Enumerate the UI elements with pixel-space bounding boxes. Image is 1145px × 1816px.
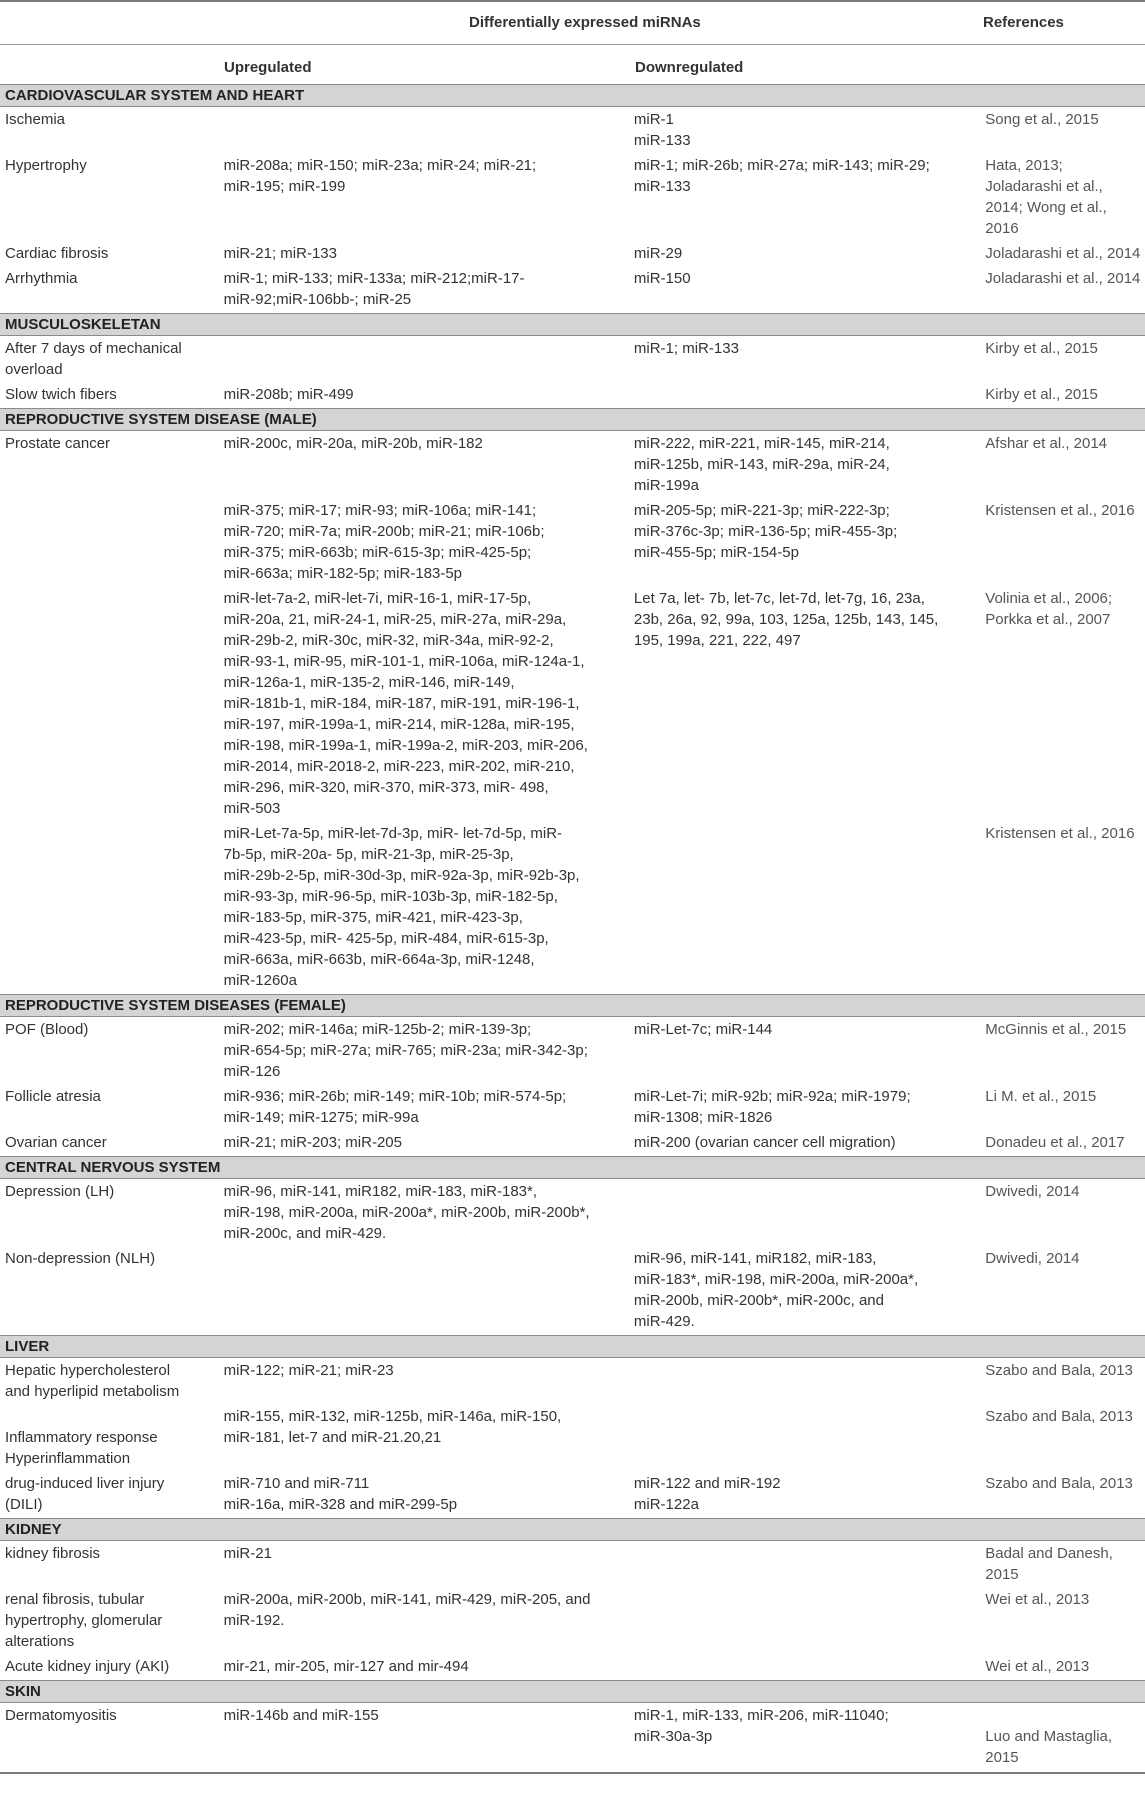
upregulated-cell-line: miR-296, miR-320, miR-370, miR-373, miR- 498, <box>223 779 549 796</box>
reference-cell <box>981 1589 1145 1610</box>
upregulated-cell <box>224 243 634 264</box>
table-row <box>0 821 1145 993</box>
condition-cell-line: Hepatic hypercholesterol <box>5 1362 171 1379</box>
reference-cell <box>981 588 1145 630</box>
reference-cell-line: Afshar et al., 2014 <box>985 435 1108 452</box>
table-row <box>0 1404 1145 1471</box>
table-row <box>0 241 1145 266</box>
section-heading: CENTRAL NERVOUS SYSTEM <box>0 1156 1145 1179</box>
upregulated-cell-line: miR-720; miR-7a; miR-200b; miR-21; miR-106b; <box>223 523 545 540</box>
table-row <box>0 1471 1145 1517</box>
reference-cell <box>981 155 1145 239</box>
downregulated-cell-line: miR-200b, miR-200b*, miR-200c, and <box>633 1292 884 1309</box>
downregulated-cell-line: miR-122 and miR-192 <box>633 1475 781 1492</box>
section-heading: MUSCULOSKELETAN <box>0 313 1145 336</box>
reference-cell-line: Joladarashi et al., 2014 <box>985 245 1141 262</box>
downregulated-cell-line: miR-183*, miR-198, miR-200a, miR-200a*, <box>633 1271 919 1288</box>
condition-cell <box>0 433 224 454</box>
reference-cell-line: 2014; Wong et al., <box>985 199 1107 216</box>
upregulated-cell <box>224 1019 634 1082</box>
reference-cell-line: Szabo and Bala, 2013 <box>985 1362 1133 1379</box>
table-row <box>0 1179 1145 1246</box>
upregulated-cell-line: miR-20a, 21, miR-24-1, miR-25, miR-27a, miR-29a, <box>223 611 567 628</box>
downregulated-cell-line: miR-125b, miR-143, miR-29a, miR-24, <box>633 456 890 473</box>
upregulated-cell <box>224 1656 634 1677</box>
condition-cell-line: Depression (LH) <box>5 1183 115 1200</box>
upregulated-cell-line: miR-146b and miR-155 <box>223 1707 379 1724</box>
downregulated-cell-line: miR-205-5p; miR-221-3p; miR-222-3p; <box>633 502 890 519</box>
condition-cell <box>0 268 224 289</box>
condition-cell-line: Ovarian cancer <box>5 1134 107 1151</box>
reference-cell <box>981 268 1145 289</box>
upregulated-cell <box>224 1473 634 1515</box>
downregulated-cell <box>634 1248 981 1332</box>
upregulated-cell-line: miR-423-5p, miR- 425-5p, miR-484, miR-615-3p, <box>223 930 549 947</box>
section-heading: REPRODUCTIVE SYSTEM DISEASE (MALE) <box>0 408 1145 431</box>
upregulated-cell-line: miR-710 and miR-711 <box>223 1475 370 1492</box>
table-row <box>0 1130 1145 1155</box>
upregulated-cell-line: miR-197, miR-199a-1, miR-214, miR-128a, miR-195, <box>223 716 575 733</box>
condition-cell <box>0 1705 224 1726</box>
upregulated-cell-line: miR-200c, and miR-429. <box>223 1225 387 1242</box>
reference-cell <box>981 1019 1145 1040</box>
upregulated-cell-line: miR-208b; miR-499 <box>223 386 354 403</box>
reference-cell <box>981 1360 1145 1381</box>
table-body <box>0 83 1145 1770</box>
downregulated-cell-line: miR-200 (ovarian cancer cell migration) <box>633 1134 896 1151</box>
downregulated-cell-line: 23b, 26a, 92, 99a, 103, 125a, 125b, 143, 145, <box>633 611 939 628</box>
downregulated-cell-line: Let 7a, let- 7b, let-7c, let-7d, let-7g, 16, 23a, <box>633 590 925 607</box>
reference-cell-line: Hata, 2013; <box>985 157 1063 174</box>
downregulated-cell <box>634 155 981 197</box>
condition-cell-line: Prostate cancer <box>5 435 111 452</box>
upregulated-cell-line: miR-375; miR-17; miR-93; miR-106a; miR-141; <box>223 502 537 519</box>
table-row <box>0 1246 1145 1334</box>
reference-cell <box>981 1656 1145 1677</box>
upregulated-cell-line: miR-1; miR-133; miR-133a; miR-212;miR-17- <box>223 270 525 287</box>
downregulated-cell <box>634 500 981 563</box>
header-subrule <box>0 44 1145 45</box>
condition-cell-line: Arrhythmia <box>5 270 78 287</box>
upregulated-cell-line: miR-200c, miR-20a, miR-20b, miR-182 <box>223 435 483 452</box>
reference-cell-line: Badal and Danesh, <box>985 1545 1113 1562</box>
reference-cell-line: Wei et al., 2013 <box>985 1658 1090 1675</box>
downregulated-cell <box>634 1019 981 1040</box>
condition-cell-line: hypertrophy, glomerular <box>5 1612 163 1629</box>
header-references: References <box>983 14 1064 31</box>
reference-cell-line: Dwivedi, 2014 <box>985 1183 1080 1200</box>
reference-cell <box>981 1543 1145 1585</box>
table-row <box>0 382 1145 407</box>
downregulated-cell-line: miR-1; miR-26b; miR-27a; miR-143; miR-29; <box>633 157 930 174</box>
reference-cell-line: Szabo and Bala, 2013 <box>985 1408 1133 1425</box>
downregulated-cell <box>634 1132 981 1153</box>
condition-cell-line: Follicle atresia <box>5 1088 101 1105</box>
condition-cell-line: alterations <box>5 1633 75 1650</box>
upregulated-cell-line: miR-208a; miR-150; miR-23a; miR-24; miR-21; <box>223 157 537 174</box>
reference-cell-line: Szabo and Bala, 2013 <box>985 1475 1133 1492</box>
upregulated-cell-line: miR-181b-1, miR-184, miR-187, miR-191, miR-196-1, <box>223 695 580 712</box>
downregulated-cell-line: miR-376c-3p; miR-136-5p; miR-455-3p; <box>633 523 898 540</box>
upregulated-cell-line: miR-93-3p, miR-96-5p, miR-103b-3p, miR-182-5p, <box>223 888 558 905</box>
upregulated-cell-line: miR-126 <box>223 1063 281 1080</box>
upregulated-cell-line: miR-198, miR-200a, miR-200a*, miR-200b, miR-200b*, <box>223 1204 590 1221</box>
table-row <box>0 1017 1145 1084</box>
table-row <box>0 1541 1145 1587</box>
header-differential: Differentially expressed miRNAs <box>469 14 701 31</box>
condition-cell <box>0 1086 224 1107</box>
upregulated-cell-line: miR-122; miR-21; miR-23 <box>223 1362 394 1379</box>
downregulated-cell-line: miR-29 <box>633 245 683 262</box>
table-row <box>0 153 1145 241</box>
reference-cell-line: Wei et al., 2013 <box>985 1591 1090 1608</box>
upregulated-cell <box>224 433 634 454</box>
upregulated-cell-line: miR-92;miR-106bb-; miR-25 <box>223 291 412 308</box>
condition-cell <box>0 1656 224 1677</box>
reference-cell <box>981 1406 1145 1427</box>
downregulated-cell <box>634 243 981 264</box>
table-row <box>0 266 1145 312</box>
condition-cell-line: Hypertrophy <box>5 157 87 174</box>
downregulated-cell-line: miR-Let-7c; miR-144 <box>633 1021 773 1038</box>
table-row <box>0 586 1145 821</box>
upregulated-cell-line: miR-21 <box>223 1545 272 1562</box>
upregulated-cell-line: miR-16a, miR-328 and miR-299-5p <box>223 1496 458 1513</box>
reference-cell-line: Donadeu et al., 2017 <box>985 1134 1125 1151</box>
upregulated-cell <box>224 1543 634 1564</box>
condition-cell-line <box>5 1406 224 1427</box>
upregulated-cell <box>224 1406 634 1448</box>
reference-cell-line: Volinia et al., 2006; <box>985 590 1113 607</box>
reference-cell <box>981 500 1145 521</box>
condition-cell-line: After 7 days of mechanical <box>5 340 182 357</box>
condition-cell-line: Non-depression (NLH) <box>5 1250 156 1267</box>
upregulated-cell-line: miR-126a-1, miR-135-2, miR-146, miR-149, <box>223 674 515 691</box>
reference-cell <box>981 109 1145 130</box>
reference-cell <box>981 243 1145 264</box>
upregulated-cell-line: miR-29b-2-5p, miR-30d-3p, miR-92a-3p, miR-92b-3p, <box>223 867 580 884</box>
condition-cell <box>0 1543 224 1564</box>
upregulated-cell-line: miR-let-7a-2, miR-let-7i, miR-16-1, miR-17-5p, <box>223 590 532 607</box>
upregulated-cell <box>224 1589 634 1631</box>
condition-cell-line: drug-induced liver injury <box>5 1475 165 1492</box>
reference-cell-line: Joladarashi et al., 2014 <box>985 270 1141 287</box>
upregulated-cell-line: miR-21; miR-133 <box>223 245 337 262</box>
upregulated-cell <box>224 1086 634 1128</box>
downregulated-cell-line: miR-133 <box>633 132 691 149</box>
condition-cell-line: overload <box>5 361 63 378</box>
upregulated-cell-line: miR-663a, miR-663b, miR-664a-3p, miR-1248, <box>223 951 535 968</box>
reference-cell-line: Song et al., 2015 <box>985 111 1099 128</box>
reference-cell <box>981 338 1145 359</box>
upregulated-cell-line: miR-195; miR-199 <box>223 178 346 195</box>
reference-cell-line: Li M. et al., 2015 <box>985 1088 1097 1105</box>
reference-cell-line <box>985 1705 1145 1726</box>
header-upregulated: Upregulated <box>224 59 312 76</box>
table-row <box>0 107 1145 153</box>
table-row <box>0 336 1145 382</box>
table-row <box>0 1358 1145 1404</box>
reference-cell-line: Luo and Mastaglia, <box>985 1728 1113 1745</box>
upregulated-cell-line: miR-Let-7a-5p, miR-let-7d-3p, miR- let-7d-5p, miR- <box>223 825 563 842</box>
table-row <box>0 1654 1145 1679</box>
condition-cell-line: Acute kidney injury (AKI) <box>5 1658 170 1675</box>
upregulated-cell <box>224 1705 634 1726</box>
section-heading: SKIN <box>0 1680 1145 1703</box>
condition-cell-line: Slow twich fibers <box>5 386 117 403</box>
reference-cell-line: Kirby et al., 2015 <box>985 340 1098 357</box>
condition-cell-line: Inflammatory response <box>5 1429 158 1446</box>
reference-cell-line: 2015 <box>985 1566 1019 1583</box>
upregulated-cell <box>224 1132 634 1153</box>
upregulated-cell <box>224 823 634 991</box>
table-row <box>0 1587 1145 1654</box>
reference-cell-line: Dwivedi, 2014 <box>985 1250 1080 1267</box>
condition-cell-line: and hyperlipid metabolism <box>5 1383 180 1400</box>
upregulated-cell-line: miR-181, let-7 and miR-21.20,21 <box>223 1429 442 1446</box>
reference-cell-line: McGinnis et al., 2015 <box>985 1021 1127 1038</box>
upregulated-cell <box>224 1360 634 1381</box>
reference-cell <box>981 1705 1145 1768</box>
condition-cell <box>0 1589 224 1652</box>
reference-cell <box>981 384 1145 405</box>
downregulated-cell-line: miR-30a-3p <box>633 1728 713 1745</box>
upregulated-cell-line: miR-183-5p, miR-375, miR-421, miR-423-3p, <box>223 909 523 926</box>
downregulated-cell-line: 195, 199a, 221, 222, 497 <box>633 632 801 649</box>
reference-cell-line: Kirby et al., 2015 <box>985 386 1098 403</box>
downregulated-cell <box>634 1473 981 1515</box>
reference-cell-line: Joladarashi et al., <box>985 178 1103 195</box>
upregulated-cell <box>224 500 634 584</box>
condition-cell-line: kidney fibrosis <box>5 1545 101 1562</box>
downregulated-cell <box>634 1086 981 1128</box>
table-row <box>0 1084 1145 1130</box>
upregulated-cell-line: 7b-5p, miR-20a- 5p, miR-21-3p, miR-25-3p, <box>223 846 514 863</box>
upregulated-cell-line: miR-29b-2, miR-30c, miR-32, miR-34a, miR-92-2, <box>223 632 554 649</box>
condition-cell <box>0 1019 224 1040</box>
downregulated-cell-line: miR-222, miR-221, miR-145, miR-214, <box>633 435 890 452</box>
condition-cell-line: Cardiac fibrosis <box>5 245 109 262</box>
downregulated-cell-line: miR-1; miR-133 <box>633 340 739 357</box>
condition-cell <box>0 109 224 130</box>
condition-cell-line: Dermatomyositis <box>5 1707 117 1724</box>
reference-cell-line: Porkka et al., 2007 <box>985 611 1111 628</box>
condition-cell <box>0 243 224 264</box>
reference-cell <box>981 1132 1145 1153</box>
condition-cell <box>0 1360 224 1402</box>
reference-cell <box>981 823 1145 844</box>
reference-cell <box>981 1181 1145 1202</box>
downregulated-cell-line: miR-429. <box>633 1313 695 1330</box>
downregulated-cell-line: miR-1, miR-133, miR-206, miR-11040; <box>633 1707 889 1724</box>
condition-cell-line: renal fibrosis, tubular <box>5 1591 145 1608</box>
condition-cell <box>0 1132 224 1153</box>
condition-cell-line: Hyperinflammation <box>5 1450 131 1467</box>
reference-cell <box>981 433 1145 454</box>
condition-cell-line: POF (Blood) <box>5 1021 89 1038</box>
downregulated-cell-line: miR-150 <box>633 270 691 287</box>
upregulated-cell <box>224 588 634 819</box>
upregulated-cell-line: miR-192. <box>223 1612 285 1629</box>
upregulated-cell-line: miR-654-5p; miR-27a; miR-765; miR-23a; miR-342-3p; <box>223 1042 588 1059</box>
reference-cell <box>981 1248 1145 1269</box>
downregulated-cell-line: miR-96, miR-141, miR182, miR-183, <box>633 1250 877 1267</box>
condition-cell <box>0 1248 224 1269</box>
downregulated-cell-line: miR-1 <box>633 111 674 128</box>
condition-cell <box>0 1473 224 1515</box>
reference-cell-line: Kristensen et al., 2016 <box>985 502 1135 519</box>
upregulated-cell-line: miR-198, miR-199a-1, miR-199a-2, miR-203, miR-206, <box>223 737 588 754</box>
downregulated-cell <box>634 268 981 289</box>
condition-cell <box>0 155 224 176</box>
reference-cell <box>981 1086 1145 1107</box>
upregulated-cell-line: miR-155, miR-132, miR-125b, miR-146a, miR-150, <box>223 1408 562 1425</box>
condition-cell <box>0 1406 224 1469</box>
upregulated-cell-line: miR-21; miR-203; miR-205 <box>223 1134 402 1151</box>
upregulated-cell-line: miR-503 <box>223 800 281 817</box>
upregulated-cell-line: mir-21, mir-205, mir-127 and mir-494 <box>223 1658 469 1675</box>
bottom-rule <box>0 1772 1145 1774</box>
table-row <box>0 1703 1145 1770</box>
upregulated-cell-line: miR-200a, miR-200b, miR-141, miR-429, miR-205, and <box>223 1591 591 1608</box>
upregulated-cell-line: miR-663a; miR-182-5p; miR-183-5p <box>223 565 463 582</box>
condition-cell <box>0 1181 224 1202</box>
section-heading: LIVER <box>0 1335 1145 1358</box>
condition-cell-line: (DILI) <box>5 1496 43 1513</box>
upregulated-cell-line: miR-375; miR-663b; miR-615-3p; miR-425-5p; <box>223 544 532 561</box>
header-downregulated: Downregulated <box>635 59 744 76</box>
downregulated-cell <box>634 338 981 359</box>
condition-cell <box>0 384 224 405</box>
upregulated-cell-line: miR-1260a <box>223 972 297 989</box>
upregulated-cell-line: miR-202; miR-146a; miR-125b-2; miR-139-3p; <box>223 1021 532 1038</box>
upregulated-cell-line: miR-149; miR-1275; miR-99a <box>223 1109 419 1126</box>
upregulated-cell-line: miR-2014, miR-2018-2, miR-223, miR-202, miR-210, <box>223 758 575 775</box>
upregulated-cell-line: miR-93-1, miR-95, miR-101-1, miR-106a, miR-124a-1, <box>223 653 585 670</box>
condition-cell <box>0 338 224 380</box>
reference-cell-line: 2015 <box>985 1749 1019 1766</box>
downregulated-cell <box>634 109 981 151</box>
reference-cell-line: 2016 <box>985 220 1019 237</box>
reference-cell-line: Kristensen et al., 2016 <box>985 825 1135 842</box>
upregulated-cell-line: miR-936; miR-26b; miR-149; miR-10b; miR-574-5p; <box>223 1088 567 1105</box>
downregulated-cell <box>634 588 981 651</box>
downregulated-cell-line: miR-1308; miR-1826 <box>633 1109 773 1126</box>
downregulated-cell <box>634 433 981 496</box>
upregulated-cell-line: miR-96, miR-141, miR182, miR-183, miR-183*, <box>223 1183 538 1200</box>
upregulated-cell <box>224 384 634 405</box>
downregulated-cell-line: miR-199a <box>633 477 699 494</box>
downregulated-cell <box>634 1705 981 1747</box>
reference-cell <box>981 1473 1145 1494</box>
downregulated-cell-line: miR-133 <box>633 178 691 195</box>
table-row <box>0 498 1145 586</box>
table-row <box>0 431 1145 498</box>
downregulated-cell-line: miR-Let-7i; miR-92b; miR-92a; miR-1979; <box>633 1088 911 1105</box>
top-rule <box>0 0 1145 2</box>
downregulated-cell-line: miR-122a <box>633 1496 699 1513</box>
condition-cell-line: Ischemia <box>5 111 66 128</box>
section-heading: CARDIOVASCULAR SYSTEM AND HEART <box>0 84 1145 107</box>
section-heading: KIDNEY <box>0 1518 1145 1541</box>
upregulated-cell <box>224 268 634 310</box>
upregulated-cell <box>224 1181 634 1244</box>
downregulated-cell-line: miR-455-5p; miR-154-5p <box>633 544 799 561</box>
upregulated-cell <box>224 155 634 197</box>
section-heading: REPRODUCTIVE SYSTEM DISEASES (FEMALE) <box>0 994 1145 1017</box>
